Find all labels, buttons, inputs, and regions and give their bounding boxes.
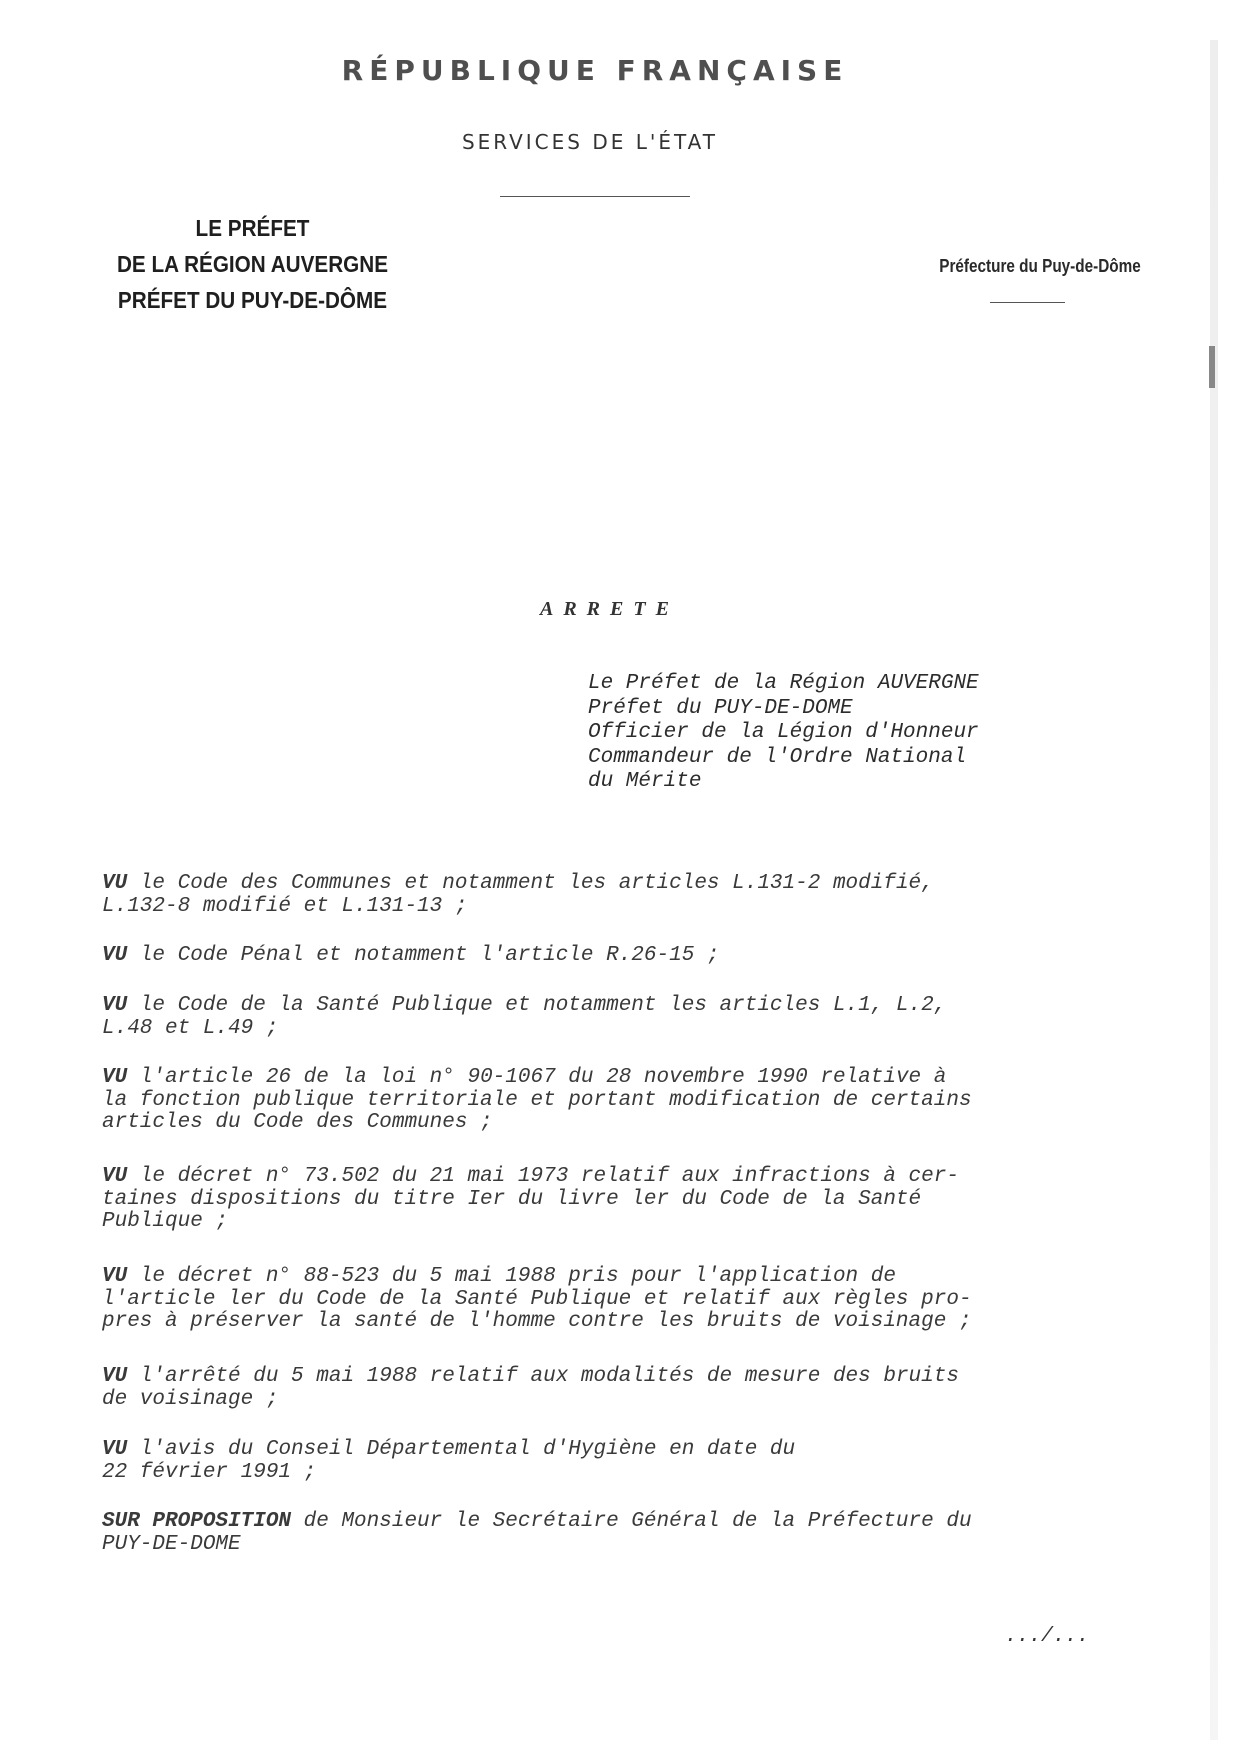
scan-edge [1210,40,1218,1740]
visa-text: Publique ; [102,1210,229,1233]
prefet-block [111,210,395,318]
republique-heading: RÉPUBLIQUE FRANÇAISE [341,54,849,87]
visa-paragraph [102,1266,972,1334]
visa-paragraph [102,1511,972,1556]
continuation-mark: .../... [1005,1625,1090,1648]
signatory-line: du Mérite [588,770,702,793]
visa-paragraph [102,1166,959,1234]
visa-keyword: VU [102,1365,128,1388]
visa-text: PUY-DE-DOME [102,1532,241,1556]
visa-paragraph [102,945,720,968]
visa-text: de Monsieur le Secrétaire Général de la Préfecture du [303,1510,972,1533]
prefet-line-3: PRÉFET DU PUY-DE-DÔME [117,287,388,313]
visa-text: pres à préserver la santé de l'homme contre les bruits de voisinage ; [102,1310,972,1333]
signatory-line: Préfet du PUY-DE-DOME [588,696,853,720]
visa-text: 22 février 1991 ; [102,1460,317,1484]
visa-paragraph [102,1439,795,1484]
visa-keyword: VU [102,1165,128,1188]
visa-text: l'article 26 de la loi n° 90-1067 du 28 novembre 1990 relative à [139,1066,947,1089]
visa-keyword: VU [102,1265,128,1288]
signatory-line: Le Préfet de la Région AUVERGNE [588,672,979,695]
visa-text: L.48 et L.49 ; [102,1016,279,1040]
arrete-title: ARRETE [540,598,679,620]
prefet-line-1: LE PRÉFET [195,215,310,241]
prefecture-divider [990,302,1065,303]
visa-text: l'article ler du Code de la Santé Publique et relatif aux règles pro- [102,1287,972,1311]
visa-paragraph [102,1067,972,1135]
visa-text: l'arrêté du 5 mai 1988 relatif aux modalités de mesure des bruits [139,1365,959,1388]
services-heading: SERVICES DE L'ÉTAT [461,130,719,154]
visa-text: le décret n° 88-523 du 5 mai 1988 pris pour l'application de [139,1265,896,1288]
visa-keyword: VU [102,872,128,895]
prefet-line-2: DE LA RÉGION AUVERGNE [116,251,389,277]
visa-keyword: VU [102,994,128,1017]
header-divider [500,196,690,197]
visa-text: la fonction publique territoriale et portant modification de certains [102,1088,972,1112]
visa-keyword: VU [102,1438,128,1461]
visa-paragraph [102,1366,959,1411]
signatory-line: Officier de la Légion d'Honneur [588,721,979,744]
visa-text: L.132-8 modifié et L.131-13 ; [102,894,468,918]
visa-keyword: VU [102,944,128,967]
visa-keyword: SUR PROPOSITION [102,1510,292,1533]
signatory-line: Commandeur de l'Ordre National [588,745,967,769]
visa-paragraph [102,873,934,918]
prefecture-label: Préfecture du Puy-de-Dôme [939,256,1141,276]
visa-paragraph [102,995,946,1040]
visa-text: le Code Pénal et notamment l'article R.26-15 ; [139,944,720,967]
signatory-titles [588,672,979,795]
visa-text: l'avis du Conseil Départemental d'Hygiène en date du [139,1438,796,1461]
visa-text: le Code de la Santé Publique et notamment les articles L.1, L.2, [139,994,947,1017]
scan-mark [1209,346,1215,388]
visa-text: le Code des Communes et notamment les articles L.131-2 modifié, [139,872,934,895]
visa-text: de voisinage ; [102,1387,279,1411]
visa-keyword: VU [102,1066,128,1089]
visa-text: articles du Code des Communes ; [102,1111,493,1134]
visa-text: le décret n° 73.502 du 21 mai 1973 relatif aux infractions à cer- [139,1165,959,1188]
visa-text: taines dispositions du titre Ier du livre ler du Code de la Santé [102,1187,922,1211]
